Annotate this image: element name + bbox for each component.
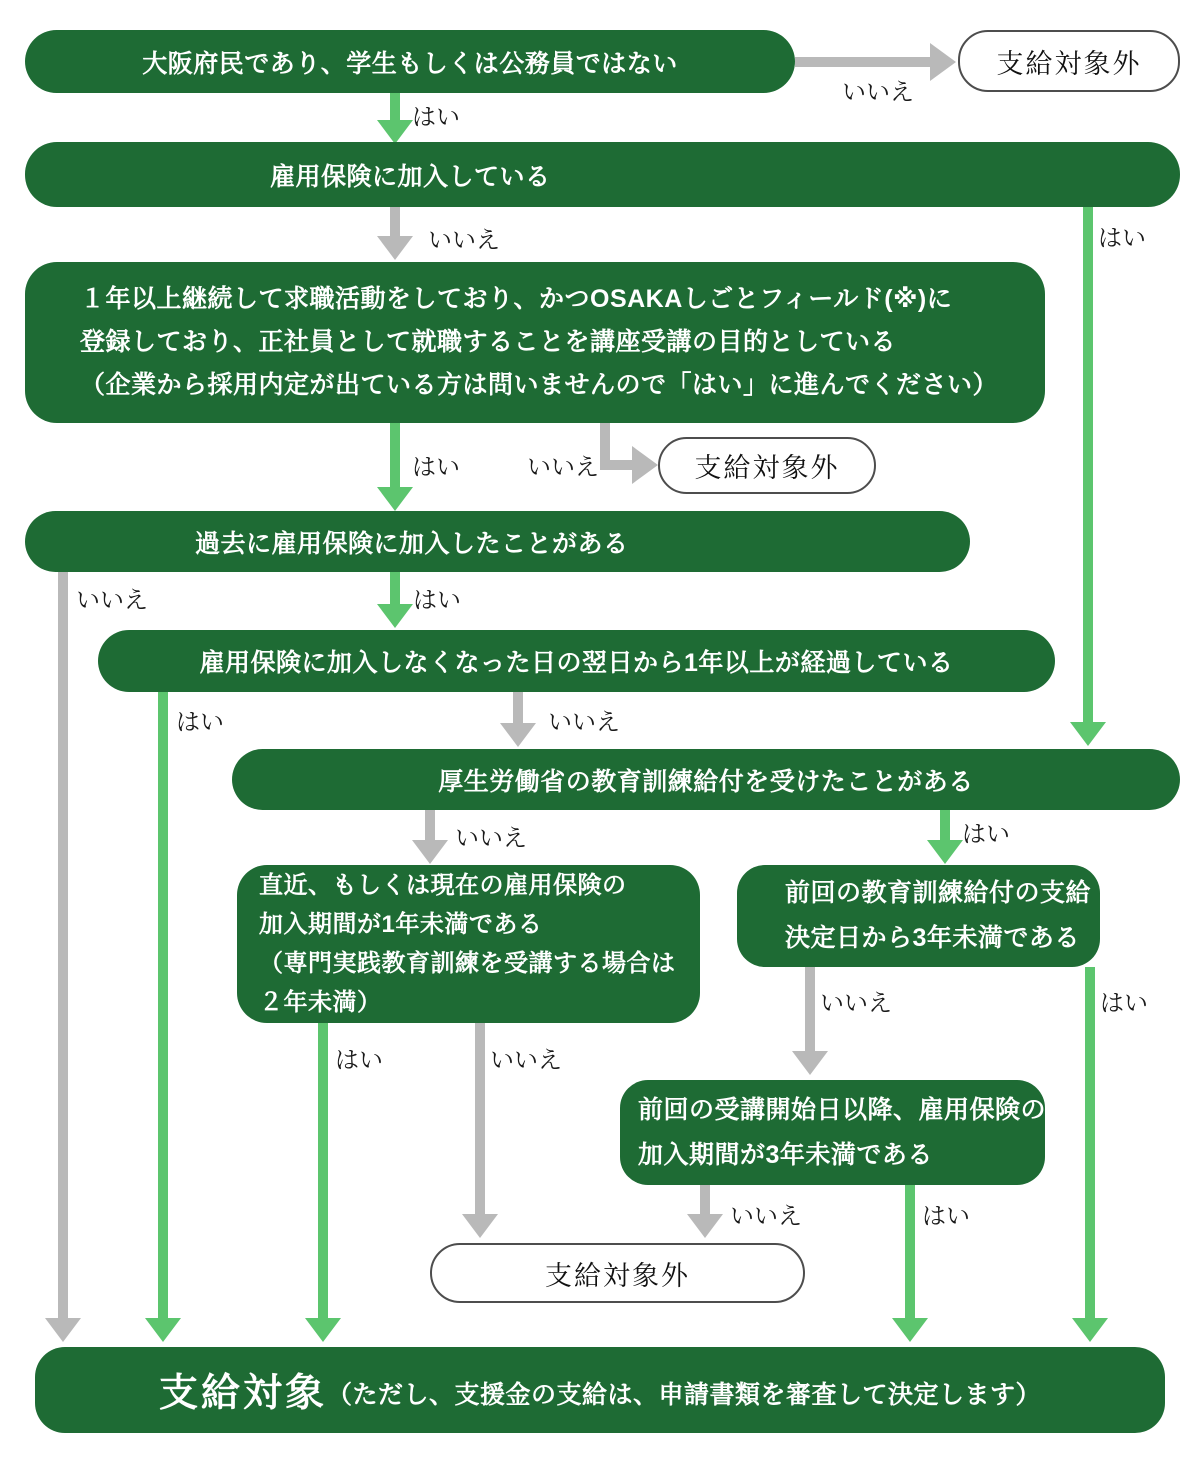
label-yes-benefit-within-3yr: はい [1100,990,1148,1017]
arrow-head [377,487,413,511]
terminal-eligible-text: 支給対象 [158,1372,327,1415]
node-job-seeking-line2: 登録しており、正社員として就職することを講座受講の目的としている [80,328,897,356]
node-benefit-within-3yr [737,865,1100,967]
label-no-mhlw-benefit: いいえ [455,825,527,852]
arrow-head [930,43,956,81]
node-insurance-under-1yr [237,865,700,1023]
arrow-head [377,120,413,144]
node-one-year-elapsed-text: 雇用保険に加入しなくなった日の翌日から1年以上が経過している [199,649,954,677]
arrow-shaft [700,1185,710,1215]
arrow-shaft [390,572,400,605]
arrow-shaft [1085,967,1095,1320]
node-insurance-past [25,511,970,572]
node-employment-insurance-now-text: 雇用保険に加入している [270,162,551,191]
arrow-shaft [425,810,435,841]
node-mhlw-benefit-text: 厚生労働省の教育訓練給付を受けたことがある [438,767,974,796]
arrow-shaft [390,423,400,488]
node-residency-text: 大阪府民であり、学生もしくは公務員ではない [142,49,678,78]
arrow-head [892,1318,928,1342]
arrow-head [1072,1318,1108,1342]
node-employment-insurance-now [25,142,1180,207]
terminal-not-eligible-2 [658,437,876,494]
label-yes-insurance-past: はい [413,587,461,614]
arrow-shaft [475,1023,485,1215]
node-insurance-under-3yr-line2: 加入期間が3年未満である [638,1140,933,1169]
label-yes-insurance-under-3yr: はい [922,1203,970,1230]
arrow-shaft [513,692,523,724]
node-benefit-within-3yr-line1: 前回の教育訓練給付の支給 [785,879,1092,907]
arrow-shaft [390,93,400,122]
terminal-not-eligible-text: 支給対象外 [545,1260,690,1291]
node-job-seeking-line1: １年以上継続して求職活動をしており、かつOSAKAしごとフィールド(※)に [80,285,953,313]
node-insurance-past-text: 過去に雇用保険に加入したことがある [195,529,629,558]
arrow-head [145,1318,181,1342]
node-insurance-under-1yr-line1: 直近、もしくは現在の雇用保険の [259,872,627,899]
node-residency [25,30,795,93]
label-no-one-year-elapsed: いいえ [548,709,620,736]
arrow-shaft [805,967,815,1052]
arrow-shaft [58,572,68,1320]
arrow-shaft [905,1185,915,1320]
arrow-shaft [600,460,634,470]
label-no-insurance-under-3yr: いいえ [730,1203,802,1230]
arrow-shaft [318,1023,328,1320]
terminal-not-eligible-text: 支給対象外 [694,453,840,483]
terminal-not-eligible-1 [958,30,1180,92]
arrow-head [412,840,448,864]
arrow-head [377,604,413,628]
arrow-head [792,1051,828,1075]
arrow-head [927,840,963,864]
label-no-employment-insurance: いいえ [428,227,500,254]
arrow-head [1070,722,1106,746]
label-yes-one-year-elapsed: はい [176,709,224,736]
label-no-residency: いいえ [842,79,914,106]
label-yes-insurance-under-1yr: はい [335,1047,383,1074]
terminal-eligible-note: （ただし、支援金の支給は、申請書類を審査して決定します） [327,1381,1042,1409]
arrow-shaft [795,57,930,67]
node-insurance-under-1yr-line2: 加入期間が1年未満である [259,911,543,938]
arrow-head [45,1318,81,1342]
label-no-insurance-past: いいえ [76,587,148,614]
label-yes-job-seeking: はい [412,454,460,481]
node-benefit-within-3yr-line2: 決定日から3年未満である [785,924,1080,952]
arrow-head [377,236,413,260]
node-insurance-under-3yr [620,1080,1045,1185]
node-insurance-under-1yr-line4: ２年未満） [259,989,382,1016]
arrow-head [305,1318,341,1342]
arrow-head [632,446,658,484]
arrow-shaft [940,810,950,841]
arrow-shaft [158,692,168,1320]
label-no-insurance-under-1yr: いいえ [490,1047,562,1074]
node-job-seeking [25,262,1045,423]
arrow-shaft [1083,207,1093,723]
terminal-eligible [35,1347,1165,1433]
node-mhlw-benefit [232,749,1180,810]
terminal-not-eligible-text: 支給対象外 [996,48,1142,79]
label-yes-mhlw-benefit: はい [962,821,1010,848]
label-no-benefit-within-3yr: いいえ [820,990,892,1017]
label-yes-residency: はい [412,104,460,131]
node-insurance-under-3yr-line1: 前回の受講開始日以降、雇用保険の [638,1095,1047,1124]
arrow-head [687,1214,723,1238]
node-insurance-under-1yr-line3: （専門実践教育訓練を受講する場合は [259,950,676,977]
node-one-year-elapsed [98,630,1055,692]
node-job-seeking-line3: （企業から採用内定が出ている方は問いませんので「はい」に進んでください） [80,371,999,399]
arrow-head [462,1214,498,1238]
label-no-job-seeking: いいえ [527,454,599,481]
arrow-head [500,723,536,747]
arrow-shaft [390,207,400,237]
label-yes-employment-insurance: はい [1098,225,1146,252]
terminal-not-eligible-3 [430,1243,805,1303]
